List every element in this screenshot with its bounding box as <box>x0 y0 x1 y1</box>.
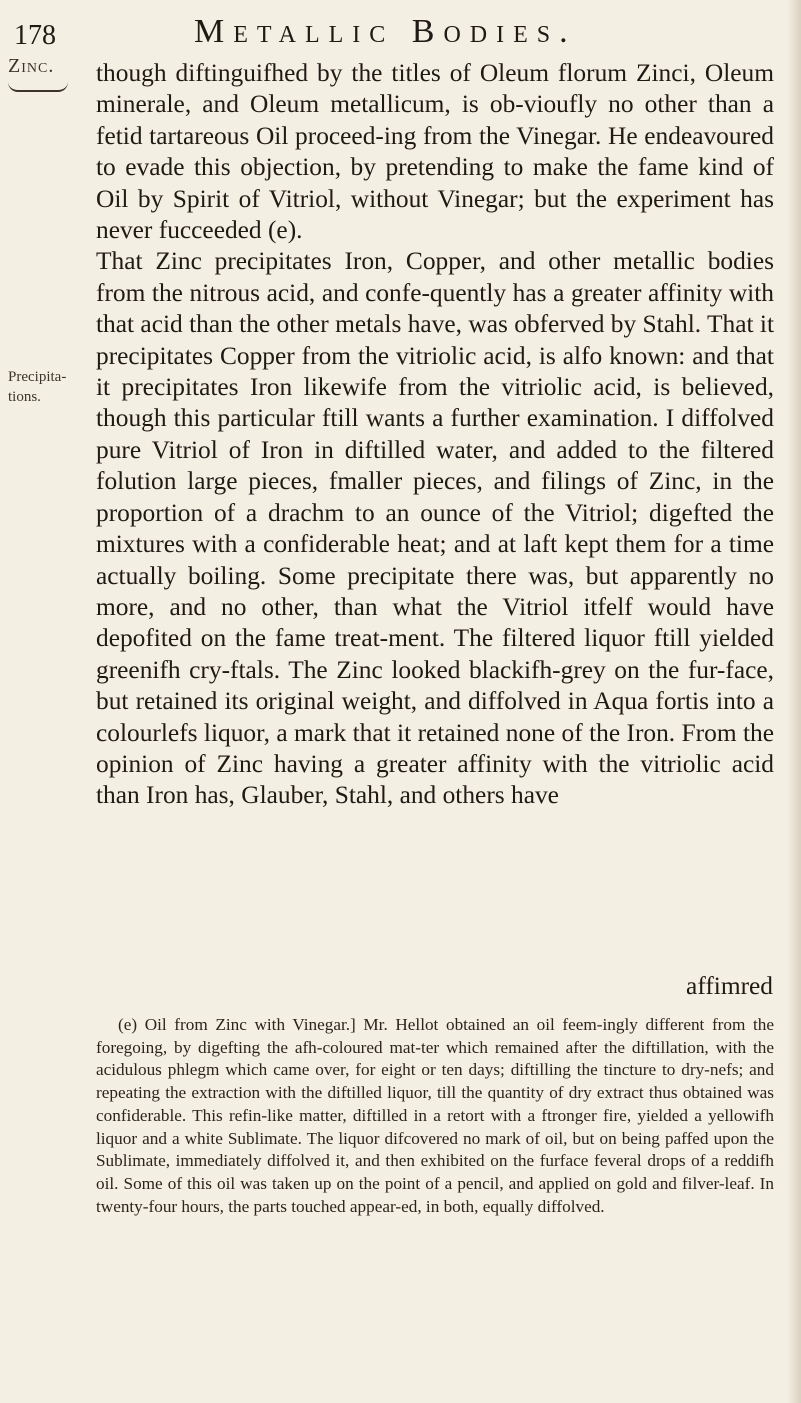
page-edge-shadow <box>787 0 801 1403</box>
page-header <box>14 8 781 56</box>
catchword: affimred <box>686 972 773 1000</box>
main-text <box>96 58 774 812</box>
paragraph-2: That Zinc precipitates Iron, Copper, and other metallic bodies from the nitrous acid, and confe-quently has a greater affinity with that acid than the other metals have, was obferved by Stahl. That it precipitates Copper from the vitriolic acid, is alfo known: and that it precipitates Iron likewife from the vitriolic acid, is believed, though this particular ftill wants a further examination. I diffolved pure Vitriol of Iron in diftilled water, and added to the filtered folution large pieces, fmaller pieces, and filings of Zinc, in the proportion of a drachm to an ounce of the Vitriol; digefted the mixtures with a confiderable heat; and at laft kept them for a time actually boiling. Some precipitate there was, but apparently no more, and no other, than what the Vitriol itfelf would have depofited on the fame treat-ment. The filtered liquor ftill yielded greenifh cry-ftals. The Zinc looked blackifh-grey on the fur-face, but retained its original weight, and diffolved in Aqua fortis into a colourlefs liquor, a mark that it retained none of the Iron. From the opinion of Zinc having a greater affinity with the vitriolic acid than Iron has, Glauber, Stahl, and others have <box>96 247 774 810</box>
paragraph-1: though diftinguifhed by the titles of Oleum florum Zinci, Oleum minerale, and Oleum metallicum, is ob-vioufly no other than a fetid tartareous Oil proceed-ing from the Vinegar. He endeavoured to evade this objection, by pretending to make the fame kind of Oil by Spirit of Vitriol, without Vinegar; but the experiment has never fucceeded (e). <box>96 59 774 245</box>
footnote <box>96 1014 774 1218</box>
footnote-text: (e) Oil from Zinc with Vinegar.] Mr. Hellot obtained an oil feem-ingly different from the foregoing, by digefting the afh-coloured mat-ter which remained after the diftillation, with the acidulous phlegm which came over, for eight or ten days; diftilling the tincture to dry-nefs; and repeating the extraction with the diftilled liquor, till the quantity of dry extract thus obtained was confiderable. This refin-like matter, diftilled in a retort with a ftronger fire, yielded a yellowifh liquor and a white Sublimate. The liquor difcovered no mark of oil, but on being paffed upon the Sublimate, immediately diffolved it, and then exhibited on the furface feveral drops of a reddifh oil. Some of this oil was taken up on the point of a pencil, and applied on gold and filver-leaf. In twenty-four hours, the parts touched appear-ed, in both, equally diffolved. <box>96 1015 774 1216</box>
margin-section-label: Zinc. <box>8 55 55 77</box>
margin-brace <box>8 82 68 92</box>
margin-precipitations-label: Precipita-tions. <box>8 369 67 405</box>
running-head: Metallic Bodies. <box>194 13 577 50</box>
page-number: 178 <box>14 20 56 51</box>
